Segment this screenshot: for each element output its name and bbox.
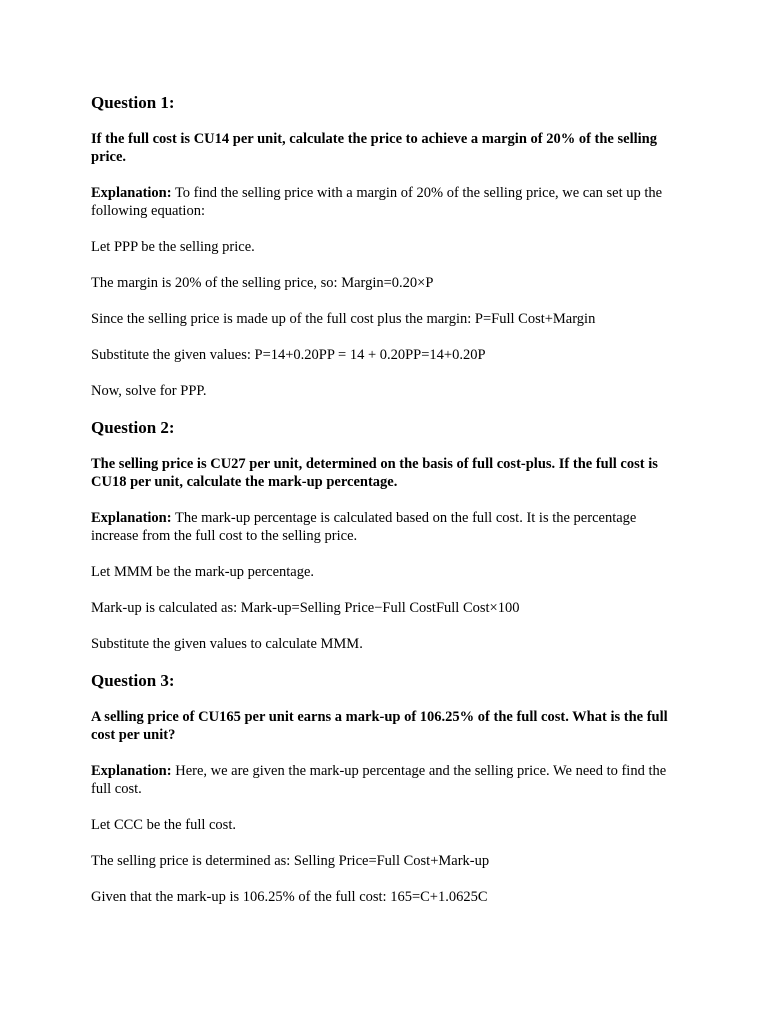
question-1-heading: Question 1: xyxy=(91,93,175,112)
question-2-heading: Question 2: xyxy=(91,418,175,437)
question-1-text: If the full cost is CU14 per unit, calculate the price to achieve a margin of 20% of the selling price. xyxy=(91,131,657,165)
question-2-section xyxy=(91,418,681,653)
explanation-label: Explanation: xyxy=(91,185,172,201)
question-3-step-1: Let CCC be the full cost. xyxy=(91,817,236,833)
explanation-text: The mark-up percentage is calculated based on the full cost. It is the percentage increase from the full cost to the selling price. xyxy=(91,510,637,544)
question-1-step-3: Since the selling price is made up of the full cost plus the margin: P=Full Cost+Margin xyxy=(91,311,596,327)
question-2-explanation xyxy=(91,509,681,545)
question-2-step-1: Let MMM be the mark-up percentage. xyxy=(91,564,315,580)
question-2-step-3: Substitute the given values to calculate MMM. xyxy=(91,636,363,652)
question-3-step-2: The selling price is determined as: Selling Price=Full Cost+Mark-up xyxy=(91,853,490,869)
explanation-label: Explanation: xyxy=(91,763,172,779)
question-3-text: A selling price of CU165 per unit earns a mark-up of 106.25% of the full cost. What is the full cost per unit? xyxy=(91,709,668,743)
question-3-step-3: Given that the mark-up is 106.25% of the full cost: 165=C+1.0625C xyxy=(91,889,488,905)
question-1-explanation xyxy=(91,184,681,220)
document-page xyxy=(91,93,681,924)
question-2-step-2: Mark-up is calculated as: Mark-up=Selling Price−Full CostFull Cost×100 xyxy=(91,600,520,616)
question-1-step-5: Now, solve for PPP. xyxy=(91,383,207,399)
question-1-step-1: Let PPP be the selling price. xyxy=(91,239,255,255)
question-3-section xyxy=(91,671,681,906)
explanation-text: To find the selling price with a margin of 20% of the selling price, we can set up the following equation: xyxy=(91,185,663,219)
question-1-step-4: Substitute the given values: P=14+0.20PP = 14 + 0.20PP=14+0.20P xyxy=(91,347,486,363)
explanation-label: Explanation: xyxy=(91,510,172,526)
question-2-text: The selling price is CU27 per unit, determined on the basis of full cost-plus. If the full cost is CU18 per unit, calculate the mark-up percentage. xyxy=(91,456,658,490)
question-3-explanation xyxy=(91,762,681,798)
explanation-text: Here, we are given the mark-up percentage and the selling price. We need to find the full cost. xyxy=(91,763,667,797)
question-3-heading: Question 3: xyxy=(91,671,175,690)
question-1-step-2: The margin is 20% of the selling price, so: Margin=0.20×P xyxy=(91,275,434,291)
question-1-section xyxy=(91,93,681,400)
